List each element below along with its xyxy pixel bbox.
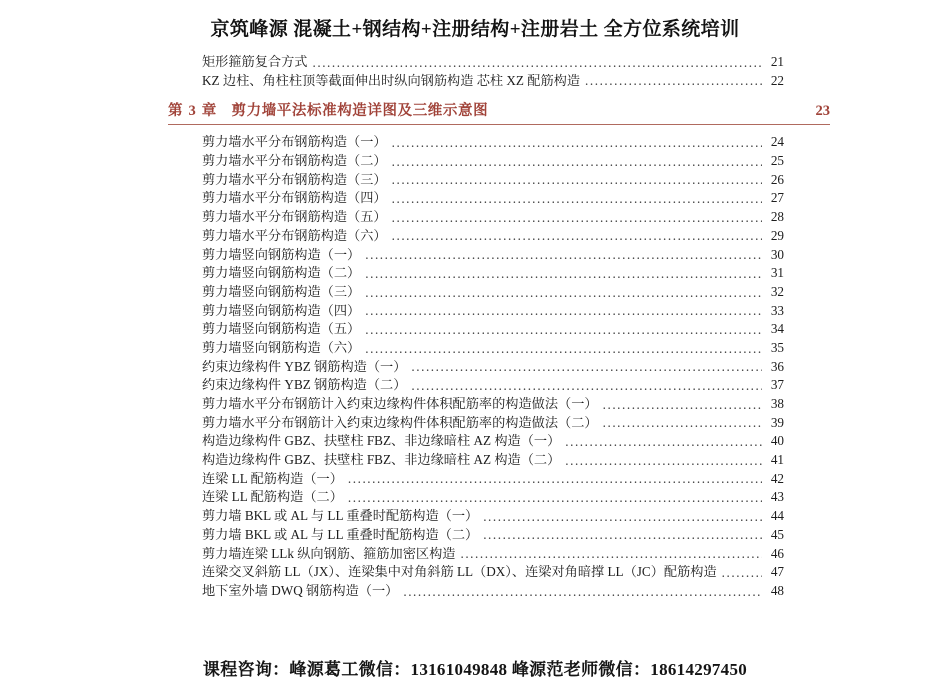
toc-entry-title: 剪力墙水平分布钢筋构造（六）	[202, 227, 387, 243]
toc-entries-before-chapter	[0, 53, 950, 90]
toc-entry[interactable]	[202, 53, 784, 72]
toc-entry-title: 剪力墙 BKL 或 AL 与 LL 重叠时配筋构造（二）	[202, 526, 479, 542]
toc-entry-title: 剪力墙水平分布钢筋构造（一）	[202, 134, 387, 150]
toc-dot-leader	[392, 192, 762, 206]
toc-entry-page-number: 26	[770, 171, 784, 187]
toc-chapter-heading[interactable]	[168, 99, 830, 125]
toc-entry-title: 连梁交叉斜筋 LL（JX）、连梁集中对角斜筋 LL（DX）、连梁对角暗撑 LL（JC）配筋构造	[202, 564, 717, 580]
toc-entry[interactable]	[202, 526, 784, 545]
toc-entry[interactable]	[202, 152, 784, 171]
chapter-bottom-spacer	[0, 125, 950, 133]
toc-entry-page-number: 22	[770, 72, 784, 88]
toc-entry-title: 剪力墙水平分布钢筋构造（五）	[202, 209, 387, 225]
toc-entry-title: 剪力墙竖向钢筋构造（六）	[202, 339, 361, 355]
toc-entry[interactable]	[202, 507, 784, 526]
toc-entry-title: 剪力墙水平分布钢筋计入约束边缘构件体积配筋率的构造做法（一）	[202, 396, 598, 411]
toc-entry[interactable]	[202, 470, 784, 489]
toc-entry[interactable]	[202, 358, 784, 377]
toc-entry[interactable]	[202, 488, 784, 507]
chapter-title: 剪力墙平法标准构造详图及三维示意图	[231, 103, 489, 120]
toc-entry[interactable]	[202, 320, 784, 339]
toc-entry-title: 剪力墙竖向钢筋构造（四）	[202, 302, 361, 318]
toc-dot-leader	[483, 509, 762, 523]
toc-entry-title: 剪力墙水平分布钢筋构造（二）	[202, 153, 387, 169]
toc-entry[interactable]	[202, 208, 784, 227]
toc-entry-page-number: 34	[770, 321, 784, 337]
toc-dot-leader	[365, 285, 762, 299]
toc-entry-page-number: 27	[770, 190, 784, 206]
toc-entry-title: 连梁 LL 配筋构造（二）	[202, 489, 343, 505]
toc-entry-title: 剪力墙 BKL 或 AL 与 LL 重叠时配筋构造（一）	[202, 508, 479, 524]
toc-entry-page-number: 46	[770, 545, 784, 561]
toc-dot-leader	[392, 210, 762, 224]
toc-dot-leader	[348, 472, 762, 486]
document-header-banner	[0, 14, 950, 41]
toc-dot-leader	[365, 341, 762, 355]
toc-dot-leader	[585, 74, 762, 88]
toc-entry[interactable]	[202, 72, 784, 91]
toc-entry-page-number: 35	[770, 339, 784, 355]
table-of-contents	[0, 53, 950, 601]
toc-dot-leader	[403, 584, 762, 598]
toc-entry[interactable]	[202, 189, 784, 208]
toc-entry[interactable]	[202, 414, 784, 433]
toc-entry-page-number: 38	[770, 396, 784, 411]
toc-entry[interactable]	[202, 545, 784, 564]
toc-entry-page-number: 43	[770, 489, 784, 505]
toc-entry-page-number: 24	[770, 134, 784, 150]
toc-entry-title: 剪力墙竖向钢筋构造（二）	[202, 265, 361, 281]
toc-entry-title: 约束边缘构件 YBZ 钢筋构造（一）	[202, 358, 407, 374]
toc-dot-leader	[365, 248, 762, 262]
toc-entry-title: 剪力墙竖向钢筋构造（三）	[202, 283, 361, 299]
toc-entry-page-number: 40	[770, 433, 784, 449]
toc-entry-page-number: 32	[770, 283, 784, 299]
toc-entry-page-number: 21	[770, 54, 784, 69]
toc-entry-title: 地下室外墙 DWQ 钢筋构造（一）	[202, 582, 399, 598]
toc-entry-title: 约束边缘构件 YBZ 钢筋构造（二）	[202, 377, 407, 393]
toc-dot-leader	[603, 416, 762, 430]
toc-dot-leader	[365, 323, 762, 337]
toc-entry-page-number: 44	[770, 508, 784, 524]
toc-entry-page-number: 33	[770, 302, 784, 318]
toc-entry-page-number: 39	[770, 414, 784, 430]
toc-dot-leader	[722, 566, 762, 580]
toc-entry[interactable]	[202, 264, 784, 283]
toc-entry-page-number: 36	[770, 358, 784, 374]
toc-dot-leader	[565, 453, 762, 467]
toc-entry-page-number: 29	[770, 227, 784, 243]
toc-dot-leader	[365, 304, 762, 318]
toc-dot-leader	[392, 154, 762, 168]
toc-entry-page-number: 30	[770, 246, 784, 262]
contact-info-text: 课程咨询：峰源葛工微信：13161049848 峰源范老师微信：18614297450	[202, 660, 748, 679]
toc-entry-page-number: 41	[770, 452, 784, 468]
toc-entry-title: 剪力墙水平分布钢筋计入约束边缘构件体积配筋率的构造做法（二）	[202, 414, 598, 430]
toc-entry-title: 构造边缘构件 GBZ、扶壁柱 FBZ、非边缘暗柱 AZ 构造（二）	[202, 452, 561, 468]
toc-dot-leader	[365, 267, 762, 281]
toc-dot-leader	[565, 435, 762, 449]
toc-entry-page-number: 31	[770, 265, 784, 281]
toc-dot-leader	[411, 360, 762, 374]
toc-entry-title: 剪力墙水平分布钢筋构造（四）	[202, 190, 387, 206]
toc-entry-title: 剪力墙水平分布钢筋构造（三）	[202, 171, 387, 187]
toc-entry-page-number: 45	[770, 526, 784, 542]
toc-entry-page-number: 37	[770, 377, 784, 393]
toc-entry-title: 剪力墙竖向钢筋构造（一）	[202, 246, 361, 262]
toc-dot-leader	[460, 547, 762, 561]
chapter-top-spacer	[0, 90, 950, 99]
toc-dot-leader	[348, 491, 762, 505]
toc-entry[interactable]	[202, 133, 784, 152]
toc-entry-title: 剪力墙竖向钢筋构造（五）	[202, 321, 361, 337]
chapter-number: 第 3 章	[168, 103, 218, 120]
document-footer	[0, 655, 950, 680]
toc-dot-leader	[603, 397, 762, 411]
toc-entry-page-number: 25	[770, 153, 784, 169]
toc-entry-title: 剪力墙连梁 LLk 纵向钢筋、箍筋加密区构造	[202, 545, 456, 561]
toc-entry[interactable]	[202, 451, 784, 470]
toc-entry[interactable]	[202, 246, 784, 265]
toc-entries-after-chapter	[0, 133, 950, 600]
toc-dot-leader	[392, 229, 762, 243]
toc-entry[interactable]	[202, 563, 784, 582]
toc-entry[interactable]	[202, 376, 784, 395]
toc-dot-leader	[483, 528, 762, 542]
toc-entry-title: 连梁 LL 配筋构造（一）	[202, 470, 343, 486]
toc-entry[interactable]	[202, 227, 784, 246]
toc-entry[interactable]	[202, 283, 784, 302]
toc-entry[interactable]	[202, 395, 784, 414]
toc-dot-leader	[411, 379, 762, 393]
chapter-page-number: 23	[815, 103, 830, 120]
toc-entry-title: 构造边缘构件 GBZ、扶壁柱 FBZ、非边缘暗柱 AZ 构造（一）	[202, 433, 561, 449]
toc-dot-leader	[313, 55, 763, 69]
toc-entry[interactable]	[202, 432, 784, 451]
toc-entry-page-number: 48	[770, 582, 784, 598]
course-banner-title: 京筑峰源 混凝土+钢结构+注册结构+注册岩土 全方位系统培训	[210, 19, 740, 40]
toc-entry-title: 矩形箍筋复合方式	[202, 54, 308, 69]
toc-entry-page-number: 28	[770, 209, 784, 225]
toc-entry[interactable]	[202, 339, 784, 358]
toc-entry[interactable]	[202, 171, 784, 190]
toc-entry-page-number: 47	[770, 564, 784, 580]
toc-entry-page-number: 42	[770, 470, 784, 486]
toc-dot-leader	[392, 173, 762, 187]
toc-entry-title: KZ 边柱、角柱柱顶等截面伸出时纵向钢筋构造 芯柱 XZ 配筋构造	[202, 72, 581, 88]
toc-dot-leader	[392, 136, 762, 150]
toc-entry[interactable]	[202, 582, 784, 601]
toc-entry[interactable]	[202, 302, 784, 321]
